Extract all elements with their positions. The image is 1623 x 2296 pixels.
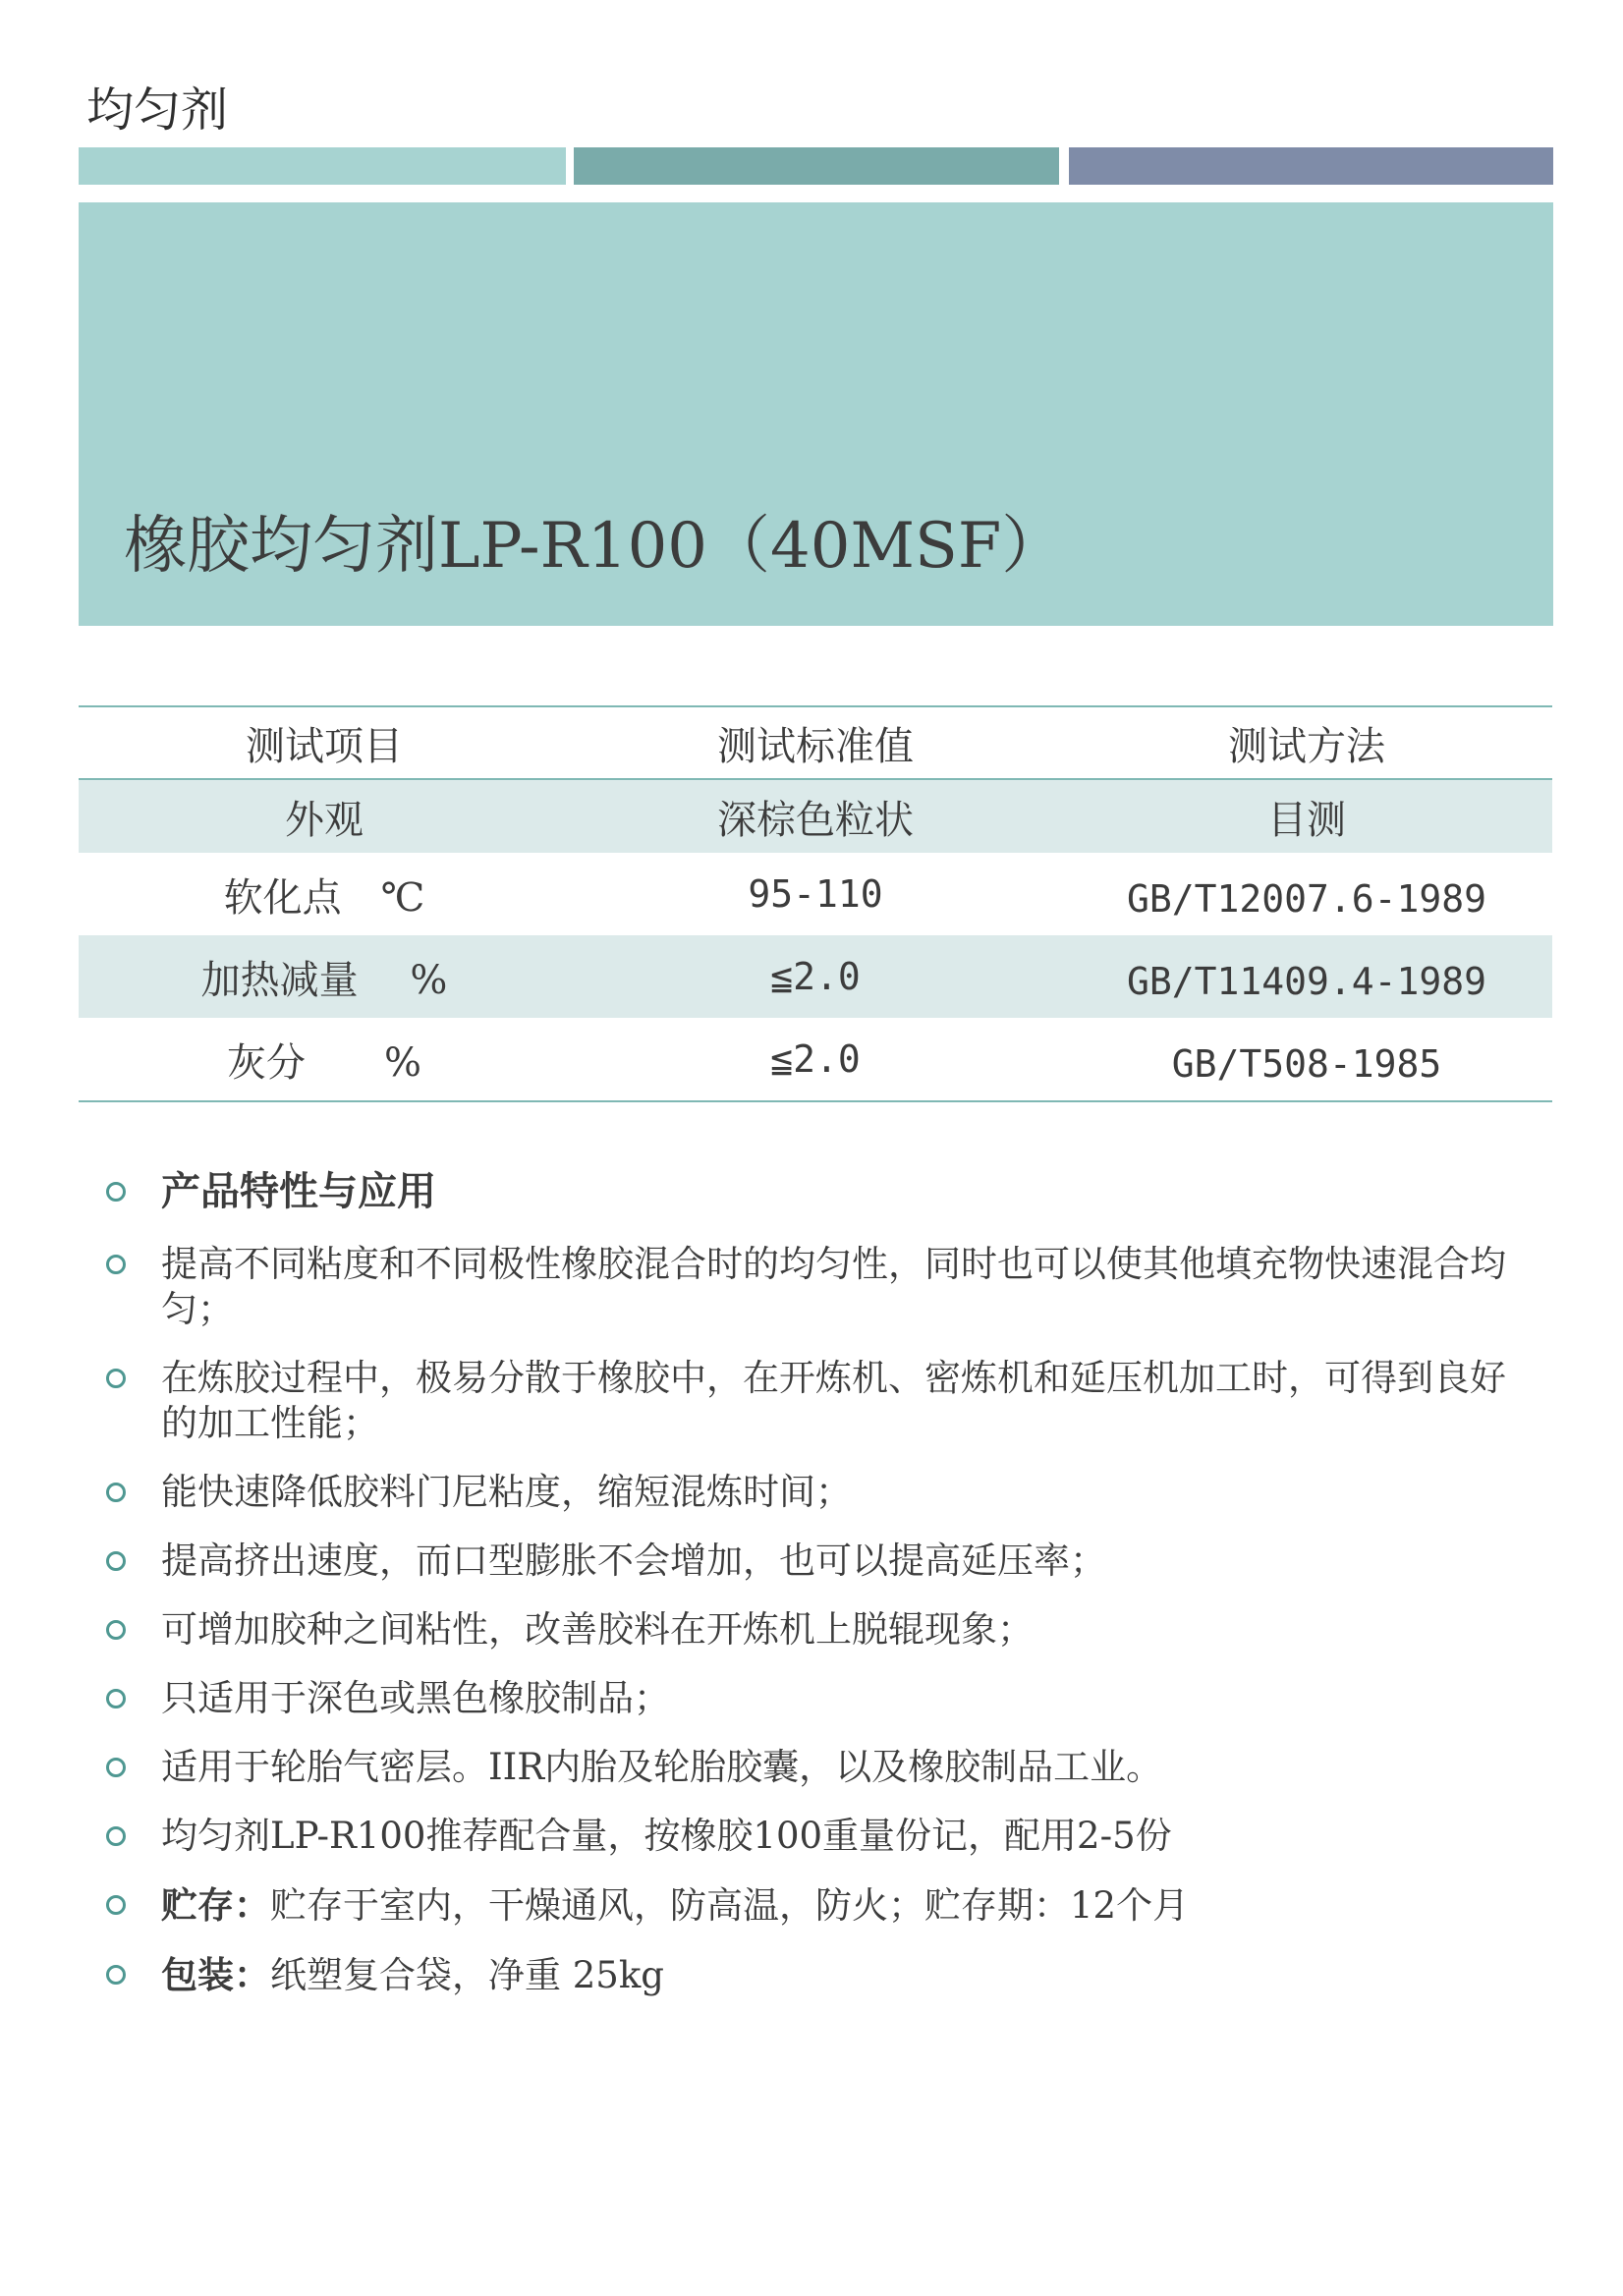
cell-method: GB/T11409.4-1989 xyxy=(1061,935,1552,1018)
column-header-method: 测试方法 xyxy=(1061,706,1552,779)
cell-value: ≦2.0 xyxy=(770,1037,861,1081)
list-item xyxy=(106,1242,1521,1332)
cell-value: 95-110 xyxy=(748,872,883,916)
table-row xyxy=(79,853,1552,935)
circle-bullet-icon xyxy=(106,1689,126,1708)
feature-heading xyxy=(106,1169,1521,1214)
circle-bullet-icon xyxy=(106,1620,126,1640)
circle-bullet-icon xyxy=(106,1758,126,1777)
spec-table xyxy=(79,705,1552,1102)
header-color-bar-2 xyxy=(574,147,1059,185)
cell-method: GB/T12007.6-1989 xyxy=(1126,877,1487,921)
circle-bullet-icon xyxy=(106,1369,126,1388)
list-item-text: 提高挤出速度，而口型膨胀不会增加，也可以提高延压率； xyxy=(161,1540,1106,1582)
list-item-text: 可增加胶种之间粘性，改善胶料在开炼机上脱辊现象； xyxy=(161,1608,1034,1651)
feature-heading-text: 产品特性与应用 xyxy=(161,1168,436,1214)
feature-list xyxy=(106,1169,1521,2022)
list-item xyxy=(106,1539,1521,1584)
cell-method: GB/T508-1985 xyxy=(1171,1042,1442,1086)
packaging-item xyxy=(106,1952,1521,1998)
packaging-text: 纸塑复合袋，净重 25kg xyxy=(270,1954,664,1996)
storage-item xyxy=(106,1882,1521,1929)
list-item xyxy=(106,1607,1521,1652)
list-item-text: 能快速降低胶料门尼粘度，缩短混炼时间； xyxy=(161,1471,852,1513)
cell-value: ≦2.0 xyxy=(570,935,1061,1018)
list-item-text: 均匀剂LP-R100推荐配合量，按橡胶100重量份记，配用2-5份 xyxy=(161,1815,1172,1857)
list-item xyxy=(106,1676,1521,1721)
list-item xyxy=(106,1470,1521,1515)
circle-bullet-icon xyxy=(106,1826,126,1846)
list-item xyxy=(106,1745,1521,1790)
table-row xyxy=(79,779,1552,853)
list-item xyxy=(106,1356,1521,1446)
list-item-text: 在炼胶过程中，极易分散于橡胶中，在开炼机、密炼机和延压机加工时，可得到良好的加工性能； xyxy=(161,1357,1506,1444)
product-title: 橡胶均匀剂LP-R100（40MSF） xyxy=(124,510,1065,583)
header-color-bar-3 xyxy=(1069,147,1553,185)
circle-bullet-icon xyxy=(106,1255,126,1274)
storage-label: 贮存： xyxy=(161,1883,270,1927)
circle-bullet-icon xyxy=(106,1965,126,1985)
list-item xyxy=(106,1814,1521,1859)
list-item-text: 只适用于深色或黑色橡胶制品； xyxy=(161,1677,670,1719)
list-item-text: 提高不同粘度和不同极性橡胶混合时的均匀性，同时也可以使其他填充物快速混合均匀； xyxy=(161,1243,1506,1330)
table-header-row xyxy=(79,706,1552,779)
circle-bullet-icon xyxy=(106,1551,126,1571)
table-row xyxy=(79,1018,1552,1101)
packaging-label: 包装： xyxy=(161,1953,270,1996)
header-color-bar-1 xyxy=(79,147,566,185)
cell-item: 加热减量 % xyxy=(79,935,570,1018)
page-category-label: 均匀剂 xyxy=(86,83,229,138)
list-item-text: 适用于轮胎气密层。IIR内胎及轮胎胶囊，以及橡胶制品工业。 xyxy=(161,1746,1163,1788)
cell-method: 目测 xyxy=(1061,779,1552,853)
column-header-value: 测试标准值 xyxy=(570,706,1061,779)
cell-item: 灰分 % xyxy=(226,1039,421,1086)
circle-bullet-icon xyxy=(106,1895,126,1915)
column-header-item: 测试项目 xyxy=(79,706,570,779)
circle-bullet-icon xyxy=(106,1483,126,1502)
cell-item: 外观 xyxy=(79,779,570,853)
cell-value: 深棕色粒状 xyxy=(570,779,1061,853)
table-row xyxy=(79,935,1552,1018)
cell-item: 软化点 ℃ xyxy=(223,874,425,921)
title-panel xyxy=(79,202,1553,626)
circle-bullet-icon xyxy=(106,1182,126,1202)
storage-text: 贮存于室内，干燥通风，防高温，防火；贮存期：12个月 xyxy=(270,1884,1190,1927)
